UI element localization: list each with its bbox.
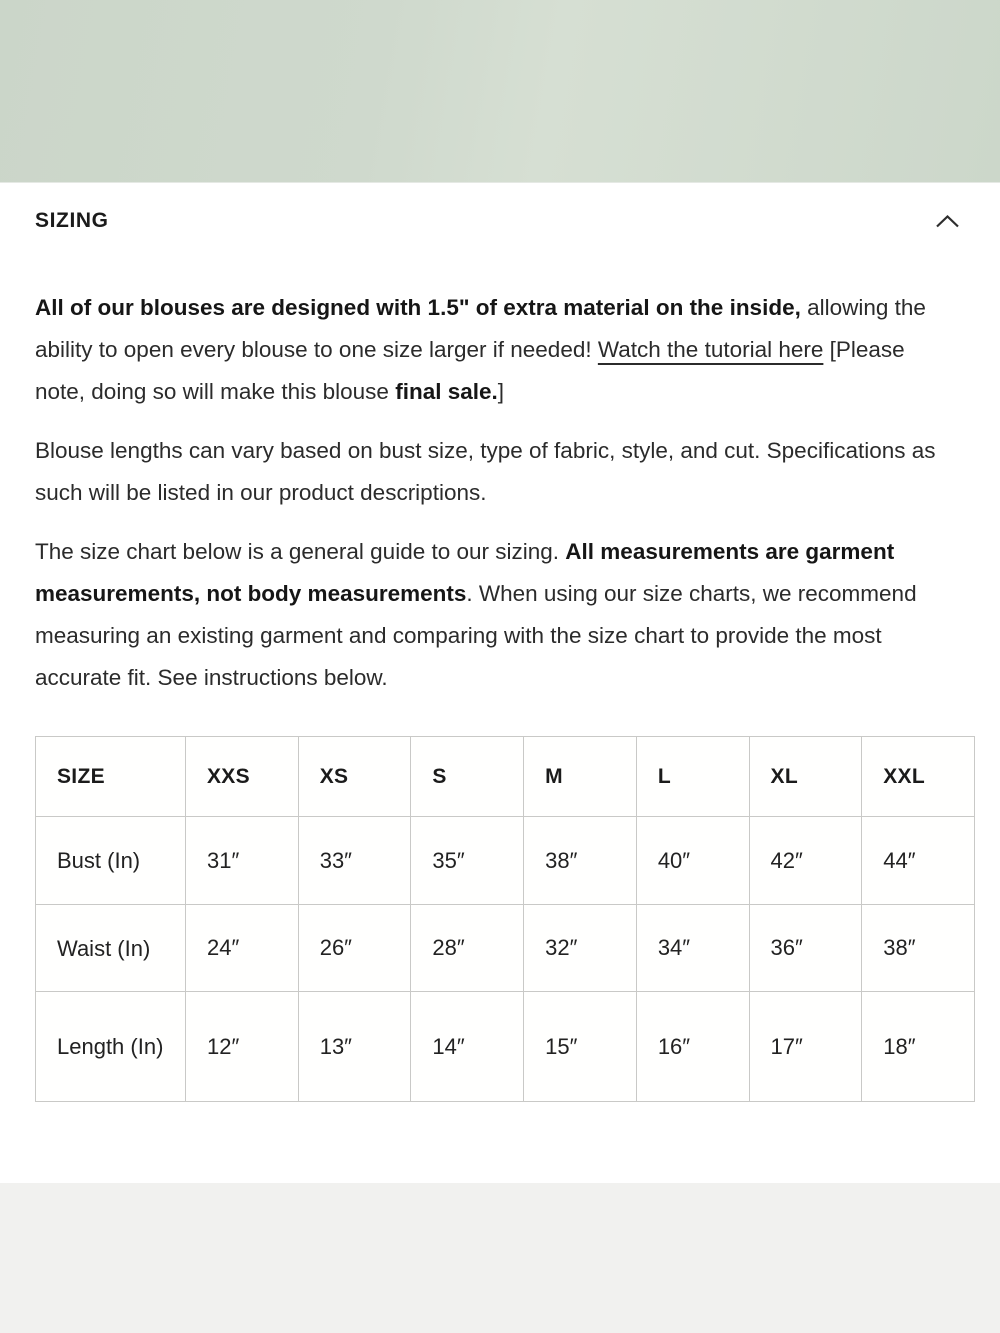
size-chart-cell: 36″ bbox=[749, 905, 862, 992]
size-chart-cell: 12″ bbox=[186, 992, 299, 1102]
size-chart-cell: 17″ bbox=[749, 992, 862, 1102]
bold-text: All measurements are garment measurements, not body measurements bbox=[35, 539, 895, 606]
bold-text: All of our blouses are designed with 1.5" of extra material on the inside, bbox=[35, 295, 801, 320]
size-chart-cell: 14″ bbox=[411, 992, 524, 1102]
size-chart-cell: 38″ bbox=[862, 905, 975, 992]
size-chart-table bbox=[35, 736, 975, 1102]
size-chart-cell: 33″ bbox=[298, 817, 411, 905]
size-chart-row bbox=[36, 905, 975, 992]
product-image-bottom bbox=[0, 0, 1000, 183]
size-chart-cell: 28″ bbox=[411, 905, 524, 992]
chevron-up-icon[interactable] bbox=[934, 213, 965, 230]
size-chart-cell: 38″ bbox=[524, 817, 637, 905]
body-text: allowing the ability to open every blouse to one size larger if needed! bbox=[35, 295, 926, 362]
size-chart-head bbox=[36, 737, 975, 817]
size-chart-header-cell: SIZE bbox=[36, 737, 186, 817]
size-chart-header-cell: M bbox=[524, 737, 637, 817]
paragraph bbox=[35, 531, 949, 699]
size-chart-header-cell: XL bbox=[749, 737, 862, 817]
size-chart-header-row bbox=[36, 737, 975, 817]
sizing-paragraphs bbox=[35, 287, 965, 699]
size-chart-cell: 44″ bbox=[862, 817, 975, 905]
size-chart-row-label: Waist (In) bbox=[36, 905, 186, 992]
sizing-section bbox=[0, 183, 1000, 1102]
size-chart-header-cell: L bbox=[636, 737, 749, 817]
size-chart-cell: 26″ bbox=[298, 905, 411, 992]
size-chart-row-label: Bust (In) bbox=[36, 817, 186, 905]
bold-text: final sale. bbox=[395, 379, 498, 404]
body-text: [Please note, doing so will make this blouse bbox=[35, 337, 905, 404]
size-chart-cell: 15″ bbox=[524, 992, 637, 1102]
size-chart-body bbox=[36, 817, 975, 1102]
size-chart-cell: 18″ bbox=[862, 992, 975, 1102]
size-chart-cell: 34″ bbox=[636, 905, 749, 992]
body-text: The size chart below is a general guide to our sizing. bbox=[35, 539, 566, 564]
watch-tutorial-link[interactable]: Watch the tutorial here bbox=[597, 337, 824, 362]
size-chart-cell: 24″ bbox=[186, 905, 299, 992]
size-chart-header-cell: XXS bbox=[186, 737, 299, 817]
size-chart-cell: 31″ bbox=[186, 817, 299, 905]
size-chart-header-cell: S bbox=[411, 737, 524, 817]
size-chart-row bbox=[36, 817, 975, 905]
footer-band bbox=[0, 1183, 1000, 1333]
paragraph bbox=[35, 287, 949, 413]
paragraph bbox=[35, 430, 949, 514]
size-chart-cell: 42″ bbox=[749, 817, 862, 905]
body-text: . When using our size charts, we recommend measuring an existing garment and comparing with the size chart to provide the most accurate fit. See instructions below. bbox=[35, 581, 917, 690]
size-chart-cell: 32″ bbox=[524, 905, 637, 992]
sizing-accordion-header[interactable] bbox=[35, 209, 965, 233]
size-chart-cell: 13″ bbox=[298, 992, 411, 1102]
size-chart-header-cell: XS bbox=[298, 737, 411, 817]
size-chart-cell: 40″ bbox=[636, 817, 749, 905]
sizing-title: SIZING bbox=[35, 209, 109, 232]
size-chart-row bbox=[36, 992, 975, 1102]
size-chart-row-label: Length (In) bbox=[36, 992, 186, 1102]
body-text: Blouse lengths can vary based on bust size, type of fabric, style, and cut. Specifications as such will be listed in our product descriptions. bbox=[35, 438, 936, 505]
body-text: ] bbox=[497, 379, 505, 404]
size-chart-cell: 16″ bbox=[636, 992, 749, 1102]
size-chart-cell: 35″ bbox=[411, 817, 524, 905]
size-chart-header-cell: XXL bbox=[862, 737, 975, 817]
